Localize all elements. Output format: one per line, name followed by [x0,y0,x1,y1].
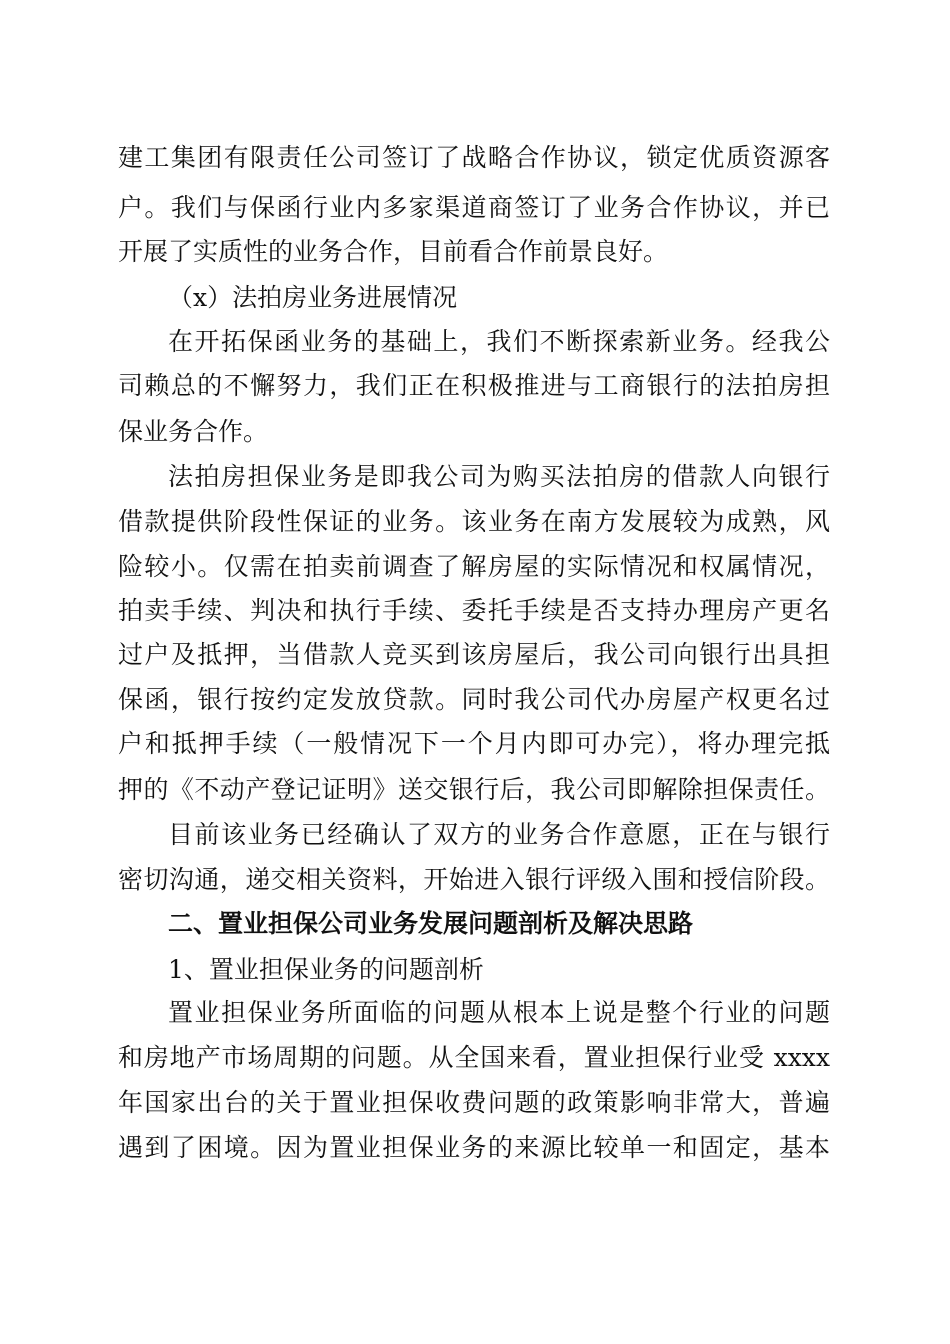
subsection-heading: 1、置业担保业务的问题剖析 [168,955,484,984]
text-line: 在开拓保函业务的基础上，我们不断探索新业务。经我公 [168,327,830,356]
text-line: 遇到了困境。因为置业担保业务的来源比较单一和固定，基本 [118,1133,830,1162]
section-subheading: （x）法拍房业务进展情况 [168,283,458,312]
text-line: 开展了实质性的业务合作，目前看合作前景良好。 [118,237,669,266]
text-line: 和房地产市场周期的问题。从全国来看，置业担保行业受 xxxx [118,1043,830,1072]
text-line: 险较小。仅需在拍卖前调查了解房屋的实际情况和权属情况， [118,552,830,581]
text-line: 户。我们与保函行业内多家渠道商签订了业务合作协议，并已 [118,193,830,222]
text-line: 保业务合作。 [118,417,269,446]
text-line: 过户及抵押，当借款人竞买到该房屋后，我公司向银行出具担 [118,640,830,669]
text-line: 司赖总的不懈努力，我们正在积极推进与工商银行的法拍房担 [118,371,830,400]
text-line: 借款提供阶段性保证的业务。该业务在南方发展较为成熟，风 [118,507,830,536]
text-line: 建工集团有限责任公司签订了战略合作协议，锁定优质资源客 [118,143,830,172]
text-line: 法拍房担保业务是即我公司为购买法拍房的借款人向银行 [168,462,830,491]
text-line: 目前该业务已经确认了双方的业务合作意愿，正在与银行 [168,820,830,849]
text-line: 年国家出台的关于置业担保收费问题的政策影响非常大，普遍 [118,1088,830,1117]
text-line: 户和抵押手续（一般情况下一个月内即可办完），将办理完抵 [118,729,830,758]
text-line: 拍卖手续、判决和执行手续、委托手续是否支持办理房产更名 [118,596,830,625]
text-line: 置业担保业务所面临的问题从根本上说是整个行业的问题 [168,998,830,1027]
section-heading: 二、置业担保公司业务发展问题剖析及解决思路 [168,909,694,938]
text-line: 保函，银行按约定发放贷款。同时我公司代办房屋产权更名过 [118,685,830,714]
text-line: 密切沟通，递交相关资料，开始进入银行评级入围和授信阶段。 [118,865,830,894]
text-line: 押的《不动产登记证明》送交银行后，我公司即解除担保责任。 [118,775,830,804]
